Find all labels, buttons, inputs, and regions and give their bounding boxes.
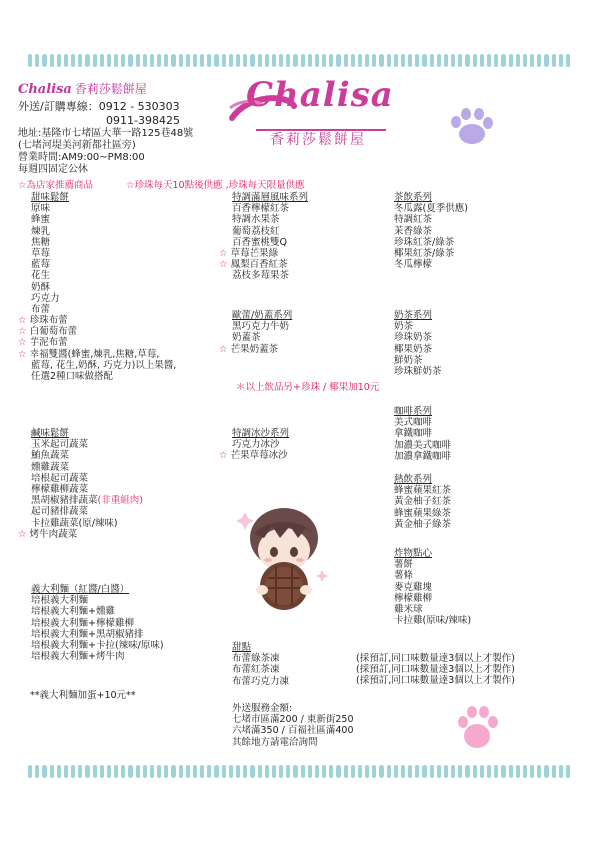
purple-paw-icon [446,104,496,148]
menu-item: 蜂蜜蘋果綠茶 [394,507,452,519]
star-icon: ☆ [219,247,228,259]
menu-item: 培根義大利麵 [31,595,89,607]
menu-item: 拿鐵咖啡 [394,428,433,440]
menu-item: 黑胡椒豬排蔬菜 [31,495,98,507]
dessert-section [219,642,289,687]
brand-name-cn: 香莉莎鬆餅屋 [74,82,147,96]
menu-item: 加濃拿鐵咖啡 [394,450,452,462]
delivery-line: 六堵滿350 / 百福社區滿400 [232,725,354,737]
menu-item: 茉香綠茶 [394,225,433,237]
savory-waffle-section [18,428,143,540]
menu-item: 花生 [31,270,51,282]
preorder-note: (採預訂,同口味數量達3個以上才製作) [356,664,515,676]
menu-item: 黃金柚子紅茶 [394,496,452,508]
menu-item: 藍莓 [31,259,51,271]
pasta-egg-note: **義大利麵加蛋+10元** [30,690,136,701]
star-icon: ☆ [219,259,228,271]
menu-item: 加濃美式咖啡 [394,439,452,451]
hot-tea-title: 熱飲系列 [394,474,433,485]
address: 地址:基隆市七堵區大華一路125巷48號 [18,128,194,139]
savory-waffle-title: 鹹味鬆餅 [31,428,70,439]
menu-item: 麥克雞塊 [394,581,433,593]
legend-pearl: ☆珍珠每天10點後供應 ,珍珠每天限量供應 [126,180,305,191]
plain-tea-section [394,192,468,270]
menu-item: 燻雞蔬菜 [31,461,70,473]
menu-item: 草莓芒果綠 [230,247,279,259]
menu-item: 芒果草莓冰沙 [230,450,288,462]
logo-chinese-name: 香莉莎鬆餅屋 [270,132,366,148]
chalisa-logo [228,75,398,158]
star-icon: ☆ [18,348,27,360]
menu-item: 巧克力冰沙 [232,439,280,451]
menu-item: 檸檬雞柳蔬菜 [31,483,89,495]
phone-label: 外送/訂購專線： [18,100,99,113]
menu-item: 珍珠布蕾 [29,315,68,327]
menu-item: 起司豬排蔬菜 [31,506,89,518]
star-icon: ☆ [219,343,228,355]
menu-item: 荔枝多莓果茶 [232,270,290,282]
star-icon: ☆ [219,450,228,462]
star-icon: ☆ [18,326,27,338]
milk-tea-section [394,310,442,377]
ovaltine-section [219,310,292,355]
menu-item: 幸福雙醬(蜂蜜,煉乳,焦糖,草莓, [29,348,160,360]
menu-item: 百香蜜桃雙Q [232,236,287,248]
menu-item: 卡拉雞蔬菜(原/辣味) [31,517,118,529]
preorder-note: (採預訂,同口味數量達3個以上才製作) [356,675,515,687]
milk-tea-title: 奶茶系列 [394,310,433,321]
menu-item: 白葡萄布蕾 [29,326,78,338]
menu-item: 雞米球 [394,603,423,615]
dessert-title: 甜點 [232,642,252,653]
pink-paw-icon [455,702,501,754]
menu-item: 冬瓜檸檬 [394,259,433,271]
menu-item: 布蕾巧克力凍 [232,675,290,687]
menu-item: 原味 [31,203,51,215]
address-note: (七堵河堤美河新都社區旁) [18,140,136,151]
menu-item: 芋泥布蕾 [29,337,68,349]
menu-item: 黑巧克力牛奶 [232,321,290,333]
menu-item: 奶茶 [394,321,414,333]
menu-item: 薯條 [394,570,414,582]
coffee-section [394,406,451,462]
star-icon: ☆ [18,528,27,540]
menu-note: 任選2種口味做搭配 [31,371,114,382]
menu-item: 培根起司蔬菜 [31,472,89,484]
menu-item: 煉乳 [31,225,51,237]
brand-name-en: Chalisa [18,82,72,97]
menu-item: 珍珠奶茶 [394,332,433,344]
special-tea-title: 特調滿層風味系列 [232,192,309,203]
drink-addon-note: ＊以上飲品另+珍珠 / 椰果加10元 [236,382,380,393]
business-hours: 營業時間:AM9:00~PM8:00 [18,152,145,163]
cartoon-boy-chocolate-illustration [236,498,332,612]
menu-item: 焦糖 [31,236,51,248]
menu-item: 冬瓜露(夏季供應) [394,203,468,215]
menu-note: 藍莓, 花生,奶酥, 巧克力)以上果醬, [31,359,177,371]
sweet-waffle-section [18,192,176,382]
coffee-title: 咖啡系列 [394,406,433,417]
menu-item: 培根義大利麵+黑胡椒豬排 [31,628,144,640]
star-icon: ☆ [18,315,27,327]
phone-number-1: 0912 - 530303 [98,100,180,113]
menu-item: 鮮奶茶 [394,354,423,366]
menu-item: 烤牛肉蔬菜 [29,528,78,540]
menu-item: 草莓 [31,247,51,259]
star-icon: ☆ [18,337,27,349]
menu-item: 蜂蜜 [31,214,51,226]
menu-item: 奶酥 [31,281,51,293]
menu-item: 黃金柚子綠茶 [394,518,452,530]
top-stripe-border [28,54,570,67]
menu-item: 巧克力 [31,292,60,304]
menu-item: 芒果奶蓋茶 [230,343,279,355]
menu-item: 卡拉雞(原味/辣味) [394,615,472,627]
menu-item: 珍珠紅茶/綠茶 [394,236,455,248]
menu-item: 布蕾 [31,303,51,315]
menu-item: 特調水果茶 [232,214,280,226]
menu-item: 培根義大利麵+烤牛肉 [31,651,125,663]
delivery-line: 七堵市區滿200 / 東新街250 [232,714,354,726]
menu-item: 美式咖啡 [394,417,433,429]
menu-item: 布蕾綠茶凍 [232,653,280,665]
menu-item: 百香檸檬紅茶 [232,203,290,215]
pasta-title: 義大利麵（紅醬/白醬） [31,584,130,595]
delivery-title: 外送服務金額: [232,703,293,714]
menu-item: 布蕾紅茶凍 [232,664,280,676]
legend-recommend: ☆為店家推薦商品 [18,180,94,191]
snacks-section [394,548,471,626]
plain-tea-title: 茶飲系列 [394,192,433,203]
menu-item-note: (非重組肉) [97,495,143,507]
sweet-waffle-title: 甜味鬆餅 [31,192,70,203]
special-tea-section [219,192,308,282]
menu-item: 玉米起司蔬菜 [31,439,89,451]
pasta-section [18,584,164,662]
menu-item: 薯餅 [394,559,414,571]
smoothie-section [219,428,289,462]
smoothie-title: 特調冰沙系列 [232,428,290,439]
delivery-line: 其餘地方請電洽詢問 [232,736,318,748]
logo-wordmark: Chalisa [246,75,394,115]
menu-item: 椰果奶茶 [394,343,433,355]
snacks-title: 炸物點心 [394,548,433,559]
menu-item: 葡萄荔枝紅 [232,225,280,237]
hot-tea-section [394,474,451,530]
menu-item: 特調紅茶 [394,214,433,226]
preorder-note: (採預訂,同口味數量達3個以上才製作) [356,653,515,664]
store-header [18,84,193,176]
bottom-stripe-border [28,765,570,778]
menu-item: 珍珠鮮奶茶 [394,365,442,377]
ovaltine-title: 歐蕾/奶蓋系列 [232,310,293,321]
delivery-section [232,703,354,748]
dessert-preorder-notes [356,653,515,687]
phone-number-2: 0911-398425 [106,114,180,127]
menu-item: 檸檬雞柳 [394,592,433,604]
menu-item: 培根義大利麵+檸檬雞柳 [31,617,134,629]
menu-item: 鳳梨百香紅茶 [230,259,288,271]
menu-item: 奶蓋茶 [232,332,261,344]
closed-day: 每週四固定公休 [18,164,88,175]
menu-item: 培根義大利麵+燻雞 [31,606,115,618]
menu-item: 鮪魚蔬菜 [31,450,70,462]
menu-item: 蜂蜜蘋果紅茶 [394,485,452,497]
menu-item: 培根義大利麵+卡拉(辣味/原味) [31,639,164,651]
menu-item: 椰果紅茶/綠茶 [394,247,455,259]
